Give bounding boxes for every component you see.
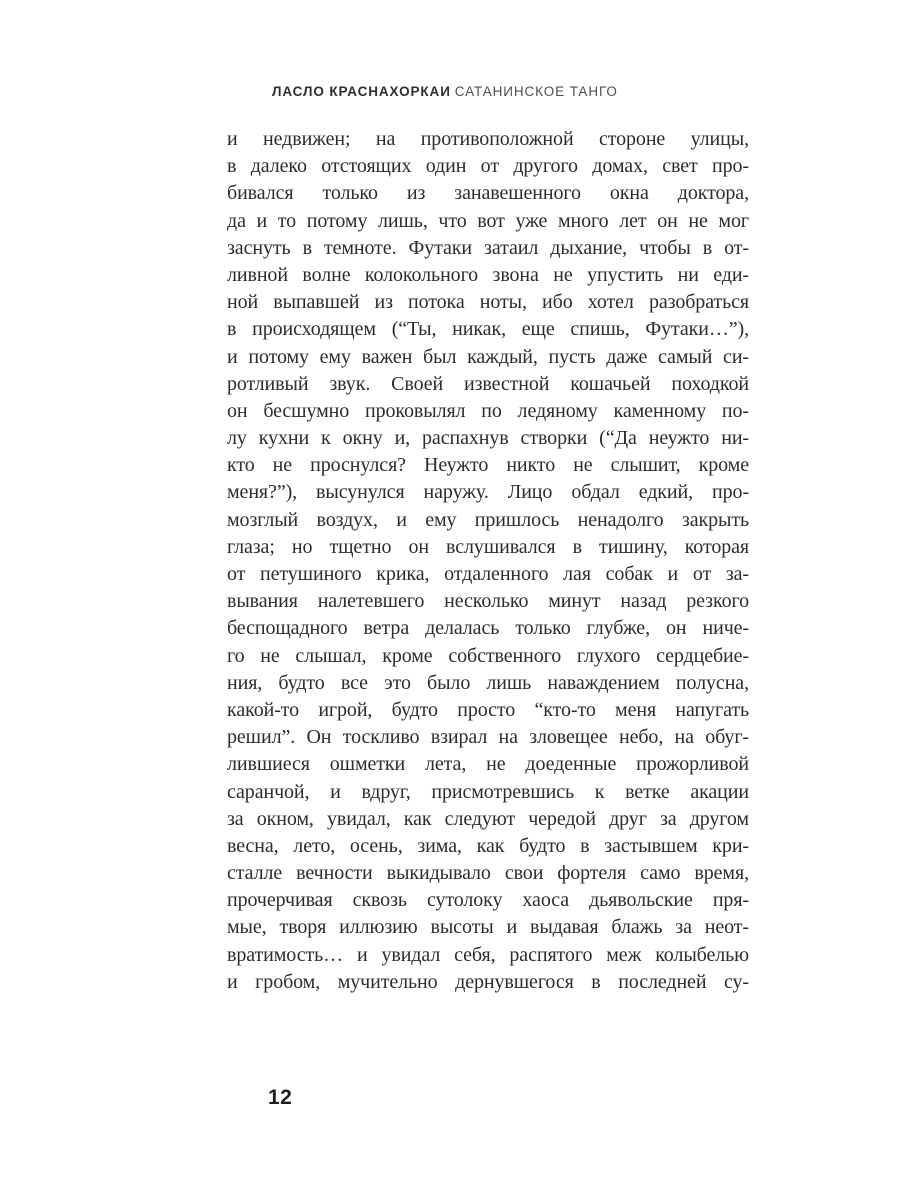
body-text-line: в происходящем (“Ты, никак, еще спишь, Футаки…”),: [227, 318, 749, 341]
page-number: 12: [268, 1086, 293, 1109]
body-text-line: саранчой, и вдруг, присмотревшись к ветке акации: [227, 780, 749, 803]
body-text-line: ротливый звук. Своей известной кошачьей походкой: [227, 372, 749, 395]
body-text-line: лу кухни к окну и, распахнув створки (“Да неужто ни-: [227, 427, 749, 450]
body-text-line: в далеко отстоящих один от другого домах, свет про-: [227, 155, 749, 178]
body-text-line: мые, творя иллюзию высоты и выдавая блажь за неот-: [227, 916, 749, 939]
page-body-text: [227, 126, 749, 996]
body-text-line: меня?”), высунулся наружу. Лицо обдал едкий, про-: [227, 481, 749, 504]
body-text-line: и потому ему важен был каждый, пусть даже самый си-: [227, 345, 749, 368]
body-text-line: за окном, увидал, как следуют чередой друг за другом: [227, 807, 749, 830]
body-text-line: весна, лето, осень, зима, как будто в застывшем кри-: [227, 834, 749, 857]
running-header: [272, 84, 618, 99]
body-text-line: решил”. Он тоскливо взирал на зловещее небо, на обуг-: [227, 726, 749, 749]
body-text-line: лившиеся ошметки лета, не доеденные прожорливой: [227, 753, 749, 776]
body-text-line: глаза; но тщетно он вслушивался в тишину, которая: [227, 535, 749, 558]
header-book-title: САТАНИНСКОЕ ТАНГО: [454, 84, 618, 99]
body-text-line: и недвижен; на противоположной стороне улицы,: [227, 128, 749, 150]
body-text-line: прочерчивая сквозь сутолоку хаоса дьявольские пря-: [227, 889, 749, 912]
body-text-line: да и то потому лишь, что вот уже много лет он не мог: [227, 209, 749, 232]
body-text-line: он бесшумно проковылял по ледяному каменному по-: [227, 399, 749, 422]
body-text-line: бивался только из занавешенного окна доктора,: [227, 182, 749, 205]
body-text-line: вывания налетевшего несколько минут назад резкого: [227, 590, 749, 613]
body-text-line: и гробом, мучительно дернувшегося в последней су-: [227, 970, 749, 993]
header-author: ЛАСЛО КРАСНАХОРКАИ: [272, 84, 451, 99]
body-text-line: какой-то игрой, будто просто “кто-то меня напугать: [227, 698, 749, 721]
body-text-line: ной выпавшей из потока ноты, ибо хотел разобраться: [227, 291, 749, 314]
body-text-line: ливной волне колокольного звона не упустить ни еди-: [227, 263, 749, 286]
body-text-line: вратимость… и увидал себя, распятого меж колыбелью: [227, 943, 749, 966]
body-text-line: беспощадного ветра делалась только глубже, он ниче-: [227, 617, 749, 640]
body-text-line: кто не проснулся? Неужто никто не слышит, кроме: [227, 454, 749, 477]
body-text-line: заснуть в темноте. Футаки затаил дыхание, чтобы в от-: [227, 236, 749, 259]
body-text-line: от петушиного крика, отдаленного лая собак и от за-: [227, 563, 749, 585]
body-text-line: сталле вечности выкидывало свои фортеля само время,: [227, 862, 749, 885]
body-text-line: го не слышал, кроме собственного глухого сердцебие-: [227, 644, 749, 667]
body-text-line: мозглый воздух, и ему пришлось ненадолго закрыть: [227, 508, 749, 531]
body-text-line: ния, будто все это было лишь наваждением полусна,: [227, 671, 749, 694]
